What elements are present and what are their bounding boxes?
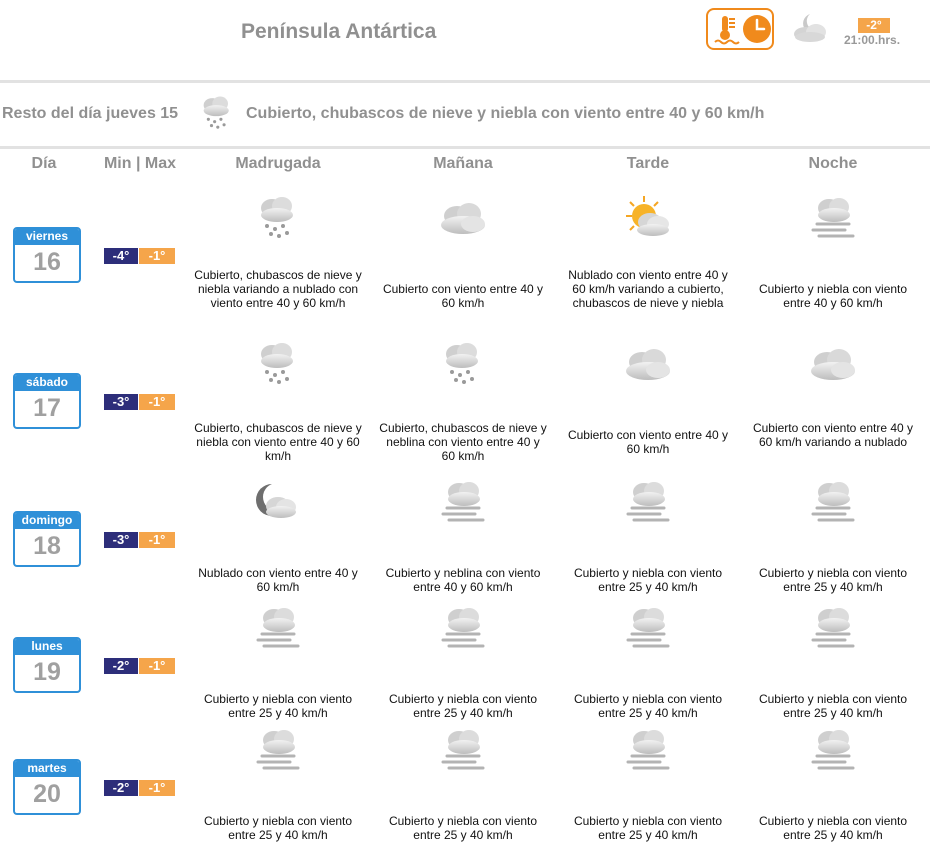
temp-max: -1° (139, 248, 175, 264)
period-description: Cubierto y niebla con viento entre 25 y 40 km/h (573, 814, 723, 842)
period-description: Cubierto con viento entre 40 y 60 km/h (567, 428, 729, 456)
day-calendar-badge (13, 759, 81, 815)
period-description: Cubierto y niebla con viento entre 25 y 40 km/h (758, 566, 908, 594)
rest-of-day-description: Cubierto, chubascos de nieve y niebla con viento entre 40 y 60 km/h (246, 105, 765, 122)
day-calendar-badge (13, 227, 81, 283)
period-description: Cubierto y niebla con viento entre 25 y 40 km/h (388, 692, 538, 720)
temp-max: -1° (139, 394, 175, 410)
temp-min: -2° (104, 658, 138, 674)
day-name: sábado (15, 375, 79, 391)
partly-sunny-icon (620, 192, 676, 244)
period-description: Cubierto y niebla con viento entre 25 y 40 km/h (573, 692, 723, 720)
period-description: Cubierto y niebla con viento entre 25 y 40 km/h (573, 566, 723, 594)
temp-max: -1° (139, 780, 175, 796)
snow-fog-icon (250, 192, 306, 244)
cloudy-icon (620, 338, 676, 390)
column-header-minmax: Min | Max (103, 155, 177, 172)
temp-min: -3° (104, 532, 138, 548)
period-description: Cubierto y niebla con viento entre 25 y 40 km/h (203, 692, 353, 720)
column-header-day: Día (31, 155, 57, 172)
cloudy-icon (435, 192, 491, 244)
view-toggle-button[interactable] (706, 8, 774, 50)
day-row-viernes (0, 190, 930, 320)
period-description: Cubierto, chubascos de nieve y niebla con viento entre 40 y 60 km/h (194, 421, 362, 463)
column-header-noche: Noche (808, 155, 858, 172)
current-temperature: -2° (858, 18, 890, 33)
period-description: Cubierto con viento entre 40 y 60 km/h variando a nublado (752, 421, 914, 449)
header-divider (0, 80, 930, 83)
temp-min: -3° (104, 394, 138, 410)
period-description: Cubierto, chubascos de nieve y neblina con viento entre 40 y 60 km/h (379, 421, 547, 463)
fog-icon (805, 602, 861, 654)
fog-icon (250, 602, 306, 654)
fog-icon (620, 724, 676, 776)
period-description: Cubierto y niebla con viento entre 25 y 40 km/h (388, 814, 538, 842)
fog-icon (805, 192, 861, 244)
temp-max: -1° (139, 658, 175, 674)
fog-icon (250, 724, 306, 776)
cloudy-icon (805, 338, 861, 390)
period-description: Nublado con viento entre 40 y 60 km/h variando a cubierto, chubascos de nieve y niebla (568, 268, 728, 310)
fog-icon (620, 602, 676, 654)
snow-fog-icon (435, 338, 491, 390)
fog-icon (620, 476, 676, 528)
period-description: Cubierto, chubascos de nieve y niebla variando a nublado con viento entre 40 y 60 km/h (194, 268, 362, 310)
day-number: 20 (33, 780, 61, 808)
period-description: Cubierto y niebla con viento entre 25 y 40 km/h (203, 814, 353, 842)
day-name: martes (15, 761, 79, 777)
snow-fog-icon (195, 90, 239, 136)
period-description: Cubierto y niebla con viento entre 40 y 60 km/h (758, 282, 908, 310)
day-row-sabado (0, 336, 930, 466)
partly-cloudy-night-icon (790, 10, 834, 46)
day-name: viernes (15, 229, 79, 245)
period-description: Cubierto y niebla con viento entre 25 y 40 km/h (758, 692, 908, 720)
current-time: 21:00.hrs. (844, 33, 901, 47)
day-number: 16 (33, 248, 61, 276)
period-description: Nublado con viento entre 40 y 60 km/h (198, 566, 358, 594)
day-name: domingo (15, 513, 79, 529)
fog-icon (435, 602, 491, 654)
day-calendar-badge (13, 511, 81, 567)
temp-max: -1° (139, 532, 175, 548)
rest-divider (0, 146, 930, 149)
day-calendar-badge (13, 373, 81, 429)
moon-cloud-icon (250, 476, 306, 528)
snow-fog-icon (250, 338, 306, 390)
column-header-manana: Mañana (433, 155, 493, 172)
fog-icon (805, 476, 861, 528)
location-title: Península Antártica (241, 20, 437, 43)
temp-min: -4° (104, 248, 138, 264)
thermometer-icon (714, 14, 742, 46)
day-number: 19 (33, 658, 61, 686)
fog-icon (435, 476, 491, 528)
day-row-domingo (0, 474, 930, 604)
day-row-lunes (0, 600, 930, 730)
temp-min: -2° (104, 780, 138, 796)
day-name: lunes (15, 639, 79, 655)
column-header-madrugada: Madrugada (235, 155, 321, 172)
rest-of-day-label: Resto del día jueves 15 (2, 105, 179, 122)
period-description: Cubierto con viento entre 40 y 60 km/h (382, 282, 544, 310)
column-header-tarde: Tarde (626, 155, 670, 172)
fog-icon (435, 724, 491, 776)
day-row-martes (0, 722, 930, 852)
day-calendar-badge (13, 637, 81, 693)
day-number: 17 (33, 394, 61, 422)
period-description: Cubierto y niebla con viento entre 25 y 40 km/h (758, 814, 908, 842)
period-description: Cubierto y neblina con viento entre 40 y 60 km/h (385, 566, 541, 594)
clock-icon (742, 13, 772, 45)
day-number: 18 (33, 532, 61, 560)
fog-icon (805, 724, 861, 776)
